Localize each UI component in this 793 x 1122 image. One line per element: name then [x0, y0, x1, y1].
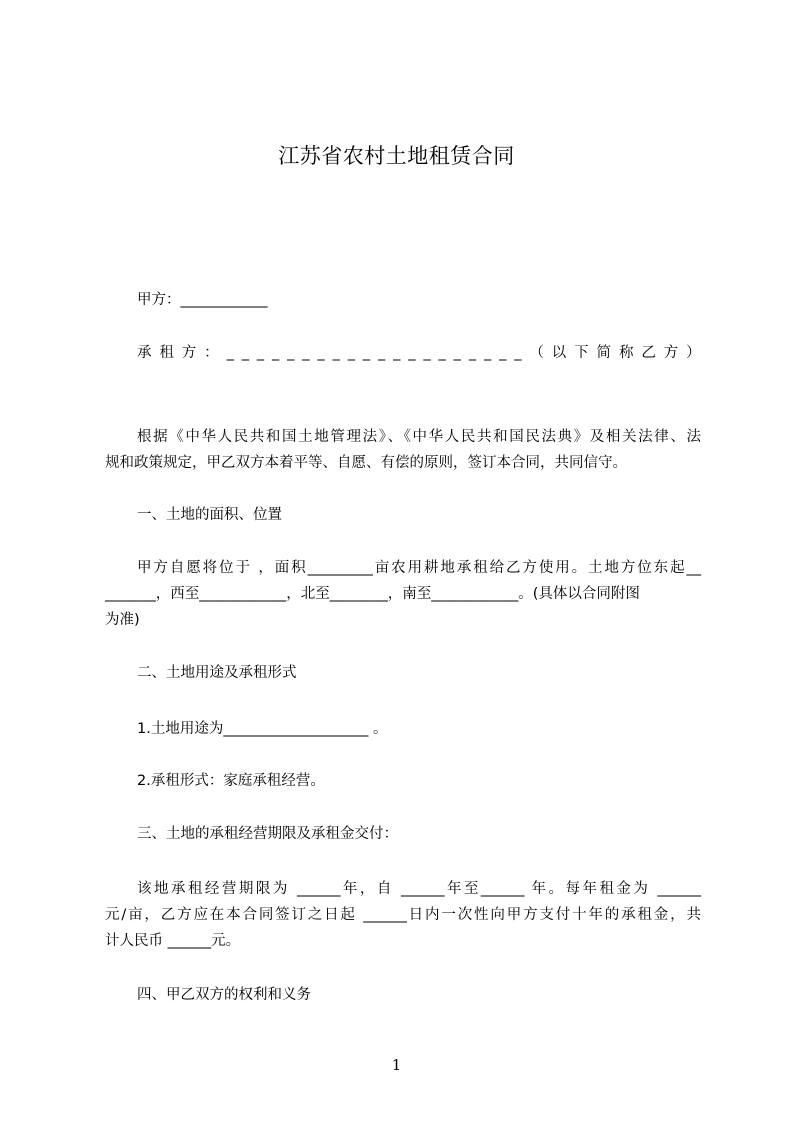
party-b-token: _	[302, 345, 310, 361]
party-b-token: 承	[137, 345, 152, 361]
section-4-heading: 四、甲乙双方的权利和义务	[137, 987, 311, 1003]
section-2-item-1: 1.土地用途为____________________ 。	[137, 721, 388, 737]
party-b-token: 方	[181, 345, 197, 361]
party-b-token: _	[226, 345, 234, 361]
section-1-heading: 一、土地的面积、位置	[137, 507, 282, 523]
party-b-token: _	[514, 345, 522, 361]
party-b-token: _	[377, 345, 386, 361]
party-b-token: 方	[663, 345, 679, 361]
party-b-token: _	[393, 345, 401, 361]
party-b-line	[137, 340, 701, 366]
intro-line-2: 规和政策规定，甲乙双方本着平等、自愿、有偿的原则，签订本合同，共同信守。	[105, 455, 627, 471]
page-number: 1	[391, 1056, 402, 1074]
party-b-token: _	[423, 345, 431, 361]
section-1-paragraph	[105, 555, 701, 633]
party-b-text	[137, 340, 701, 366]
party-b-token: 简	[596, 345, 612, 361]
intro-line-1: 根据《中华人民共和国土地管理法》、《中华人民共和国民法典》及相关法律、法	[137, 429, 701, 445]
section-3-line-3: 计人民币 ______元。	[105, 933, 241, 949]
party-b-token: 乙	[641, 345, 656, 361]
party-b-token: _	[347, 345, 355, 361]
section-1-line-1: 甲方自愿将位于 ，面积_________亩农用耕地承租给乙方使用。土地方位东起__	[137, 560, 701, 576]
section-3-line-1: 该地承租经营期限为 ______年，自 ______年至______ 年。每年租金为 ______	[137, 881, 701, 897]
party-b-token: 租	[159, 345, 174, 361]
party-a-line: 甲方：____________	[137, 292, 268, 308]
party-b-token: _	[241, 345, 249, 361]
party-b-token: _	[256, 345, 265, 361]
party-b-token: _	[468, 345, 477, 361]
party-b-token: _	[438, 345, 446, 361]
party-b-token: _	[271, 345, 280, 361]
section-1-line-3: 为准)	[105, 612, 140, 628]
party-b-token: _	[317, 345, 325, 361]
section-1-line-2: _______，西至____________，北至________，南至____________。(具体以合同附图	[105, 586, 640, 602]
party-b-token: _	[332, 345, 340, 361]
party-b-token: _	[499, 345, 507, 361]
party-b-token: （	[529, 345, 544, 361]
section-2-item-2: 2.承租形式：家庭承租经营。	[137, 773, 325, 789]
party-b-token: 以	[551, 345, 567, 361]
section-3-line-2: 元/亩，乙方应在本合同签订之日起 ______日内一次性向甲方支付十年的承租金，共	[105, 907, 701, 923]
party-b-token: _	[287, 345, 295, 361]
party-b-token: _	[483, 345, 492, 361]
document-title: 江苏省农村土地租赁合同	[278, 144, 515, 168]
section-3-paragraph	[105, 876, 701, 954]
party-b-token: ：	[204, 345, 219, 361]
party-b-token: 称	[618, 345, 634, 361]
party-b-token: _	[408, 345, 416, 361]
party-b-token: _	[362, 345, 371, 361]
party-b-token: ）	[686, 345, 701, 361]
intro-paragraph	[105, 424, 701, 476]
party-b-token: _	[453, 345, 461, 361]
party-b-token: 下	[574, 345, 589, 361]
section-2-heading: 二、土地用途及承租形式	[137, 665, 297, 681]
section-3-heading: 三、土地的承租经营期限及承租金交付：	[137, 826, 398, 842]
